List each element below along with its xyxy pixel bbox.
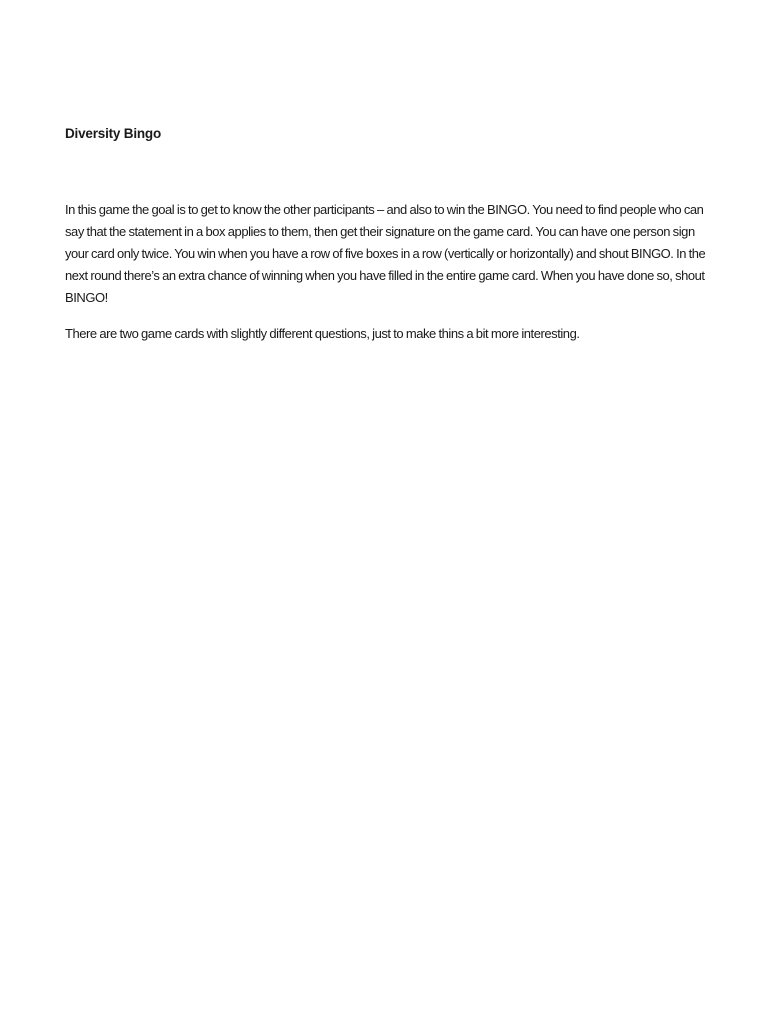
text-line: In this game the goal is to get to know the other participants – and also to win the BINGO. You need to find people who can xyxy=(65,202,704,217)
document-title: Diversity Bingo xyxy=(65,126,162,141)
document-body xyxy=(65,199,706,359)
intro-paragraph xyxy=(65,199,706,309)
text-line: BINGO! xyxy=(65,290,108,305)
game-cards-paragraph xyxy=(65,323,701,345)
text-line: say that the statement in a box applies to them, then get their signature on the game card. You can have one person sign xyxy=(65,224,695,239)
text-line: next round there’s an extra chance of winning when you have filled in the entire game card. When you have done so, shout xyxy=(65,268,705,283)
text-line: There are two game cards with slightly different questions, just to make thins a bit more interesting. xyxy=(65,326,580,341)
text-line: your card only twice. You win when you have a row of five boxes in a row (vertically or horizontally) and shout BINGO. In the xyxy=(65,246,706,261)
document-page xyxy=(65,0,705,1024)
